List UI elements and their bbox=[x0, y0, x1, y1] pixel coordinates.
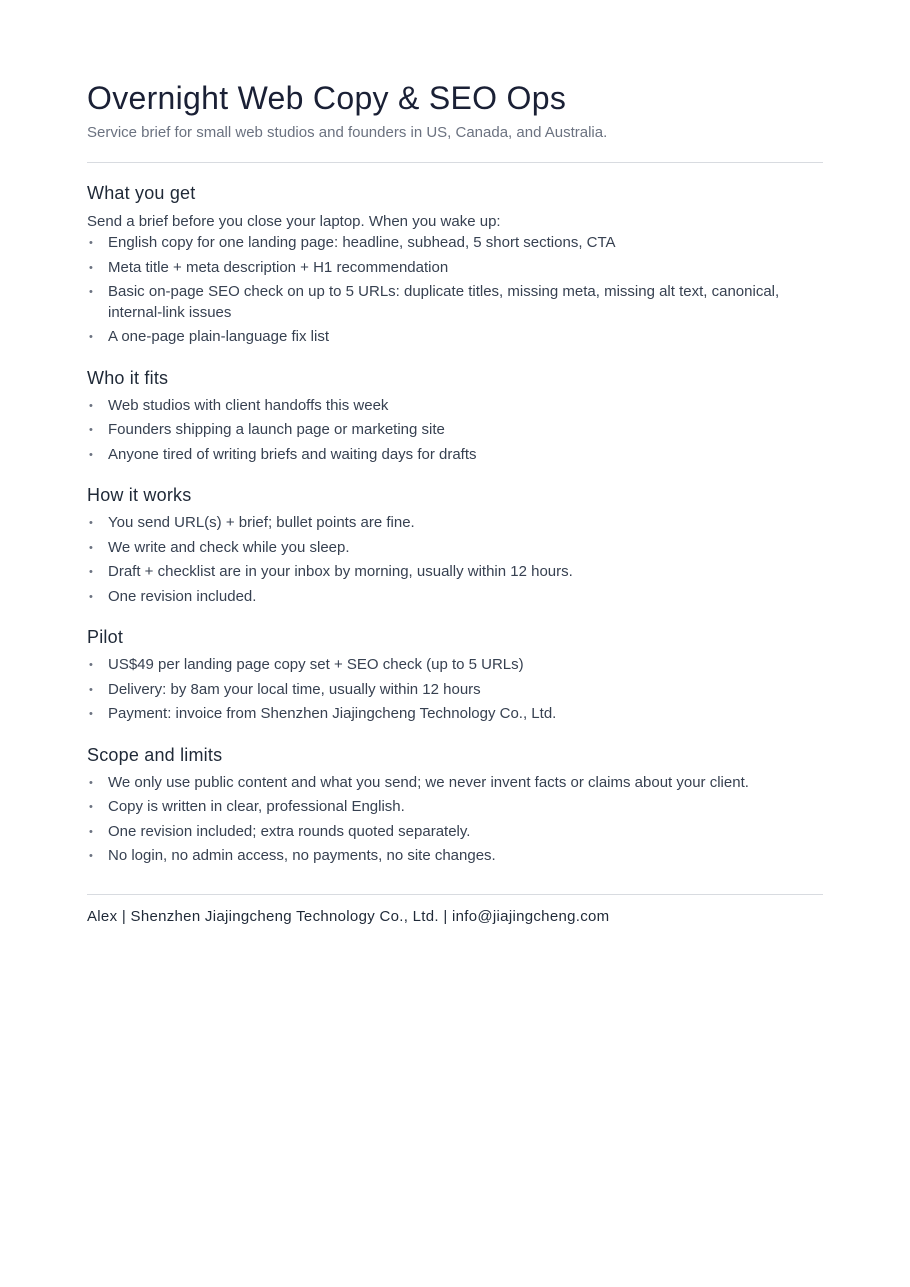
list-item: • You send URL(s) + brief; bullet points are fine. bbox=[87, 513, 823, 534]
section-intro: Send a brief before you close your laptop. When you wake up: bbox=[87, 213, 501, 230]
list-item: • Basic on-page SEO check on up to 5 URLs: duplicate titles, missing meta, missing alt text, canonical, internal-link issues bbox=[87, 282, 823, 323]
list-item: • We only use public content and what you send; we never invent facts or claims about your client. bbox=[87, 773, 823, 794]
section-what-you-get bbox=[87, 181, 823, 348]
list-item: • One revision included. bbox=[87, 587, 823, 608]
bullet-list bbox=[87, 655, 823, 725]
section-title: How it works bbox=[87, 485, 192, 505]
page-subtitle: Service brief for small web studios and founders in US, Canada, and Australia. bbox=[87, 124, 608, 141]
list-item: • English copy for one landing page: headline, subhead, 5 short sections, CTA bbox=[87, 233, 823, 254]
section-title: Pilot bbox=[87, 627, 124, 647]
section-how-it-works bbox=[87, 483, 823, 607]
list-item: • Delivery: by 8am your local time, usually within 12 hours bbox=[87, 680, 823, 701]
footer-contact: Alex | Shenzhen Jiajingcheng Technology Co., Ltd. | info@jiajingcheng.com bbox=[87, 907, 610, 925]
list-item: • Founders shipping a launch page or marketing site bbox=[87, 420, 823, 441]
section-scope-and-limits bbox=[87, 743, 823, 867]
bullet-list bbox=[87, 513, 823, 607]
page-title: Overnight Web Copy & SEO Ops bbox=[87, 80, 567, 116]
list-item: • No login, no admin access, no payments, no site changes. bbox=[87, 846, 823, 867]
bullet-list bbox=[87, 396, 823, 466]
bullet-list bbox=[87, 233, 823, 348]
list-item: • One revision included; extra rounds quoted separately. bbox=[87, 822, 823, 843]
list-item: • We write and check while you sleep. bbox=[87, 538, 823, 559]
section-pilot bbox=[87, 625, 823, 725]
list-item: • Draft + checklist are in your inbox by morning, usually within 12 hours. bbox=[87, 562, 823, 583]
bullet-list bbox=[87, 773, 823, 867]
list-item: • Anyone tired of writing briefs and waiting days for drafts bbox=[87, 445, 823, 466]
section-title: Scope and limits bbox=[87, 744, 223, 765]
list-item: • Copy is written in clear, professional English. bbox=[87, 797, 823, 818]
list-item: • US$49 per landing page copy set + SEO check (up to 5 URLs) bbox=[87, 655, 823, 676]
section-title: Who it fits bbox=[87, 367, 169, 388]
list-item: • A one-page plain-language fix list bbox=[87, 327, 823, 348]
list-item: • Web studios with client handoffs this week bbox=[87, 396, 823, 417]
header-divider bbox=[87, 162, 823, 163]
footer-divider bbox=[87, 894, 823, 895]
list-item: • Payment: invoice from Shenzhen Jiajingcheng Technology Co., Ltd. bbox=[87, 704, 823, 725]
section-who-it-fits bbox=[87, 366, 823, 466]
section-title: What you get bbox=[87, 183, 196, 203]
list-item: • Meta title + meta description + H1 recommendation bbox=[87, 258, 823, 279]
